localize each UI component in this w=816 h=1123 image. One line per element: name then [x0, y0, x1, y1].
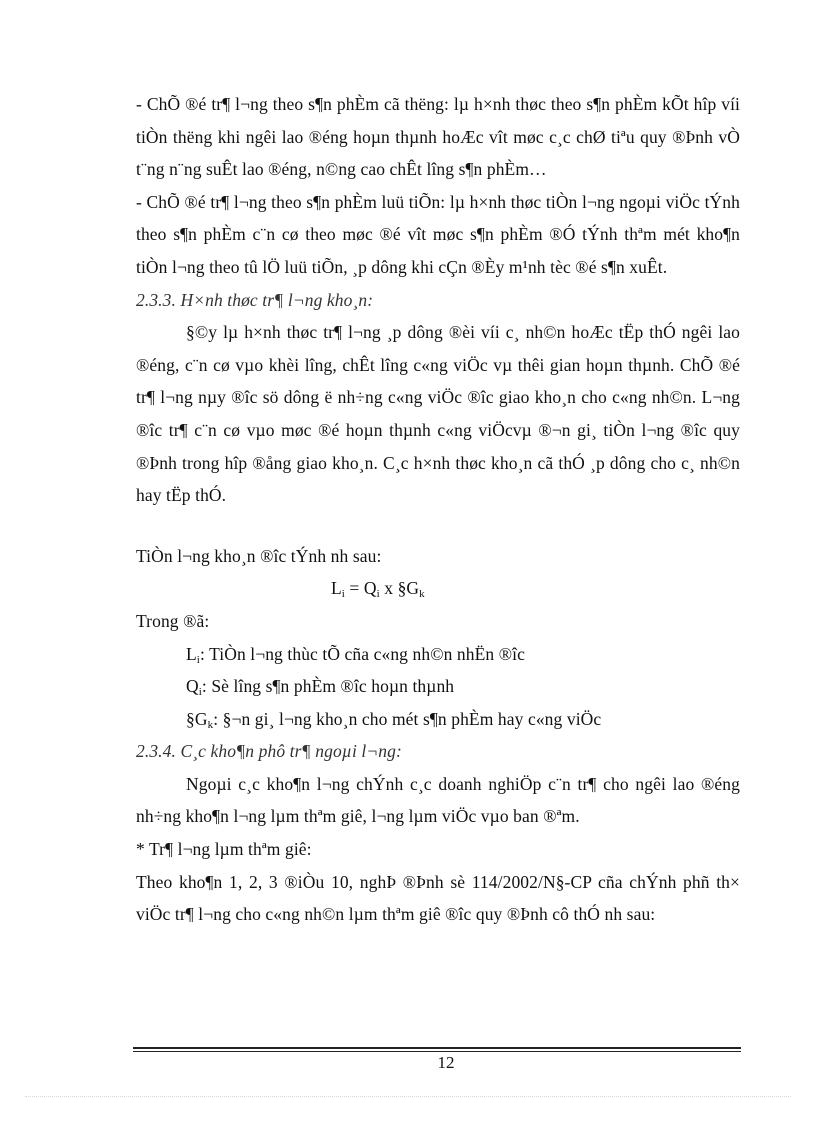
paragraph-overtime-heading: * Tr¶ l¬ng lµm thªm giê: — [136, 839, 312, 860]
wage-formula: $L_i = Q_i$ x $\S G_k$ — [331, 578, 425, 601]
section-heading-2-3-4: 2.3.4. C¸c kho¶n phô tr¶ ngoµi l¬ng: — [136, 741, 402, 762]
document-page — [136, 88, 740, 931]
definition-qi: $Q_i$: Sè lîng s¶n phÈm ®îc hoµn thµnh — [186, 676, 455, 699]
paragraph-product-bonus: - ChÕ ®é tr¶ l¬ng theo s¶n phÈm cã thëng: lµ h×nh thøc theo s¶n phÈm kÕt hîp víi tiÒn thëng khi ngêi lao ®éng hoµn thµnh hoÆc vît møc c¸c chØ tiªu quy ®Þnh vÒ t¨ng n¨ng suÊt lao ®éng, n©ng cao chÊt lîng s¶n phÈm… — [136, 94, 740, 180]
paragraph-contract-wage: §©y lµ h×nh thøc tr¶ l¬ng ¸p dông ®èi víi c¸ nh©n hoÆc tËp thÓ ngêi lao ®éng, c¨n cø vµo khèi lîng, chÊt lîng c«ng viÖc vµ thêi gian hoµn thµnh. ChÕ ®é tr¶ l¬ng nµy ®îc sö dông ë nh÷ng c«ng viÖc ®îc giao kho¸n cho c«ng nh©n. L¬ng ®îc tr¶ c¨n cø vµo møc ®é hoµn thµnh c«ng viÖcvµ ®¬n gi¸ tiÒn l¬ng ®îc quy ®Þnh trong hîp ®ång giao kho¸n. C¸c h×nh thøc kho¸n cã thÓ ¸p dông cho c¸ nh©n hay tËp thÓ. — [136, 322, 740, 506]
definition-dgk: $\S G_k$: §¬n gi¸ l¬ng kho¸n cho mét s¶n phÈm hay c«ng viÖc — [186, 708, 602, 731]
spacer — [136, 512, 740, 540]
page-edge-dots — [25, 1096, 791, 1097]
definition-li: $L_i$: TiÒn l¬ng thùc tÕ cña c«ng nh©n nhËn ®îc — [186, 643, 525, 666]
paragraph-decree: Theo kho¶n 1, 2, 3 ®iÒu 10, nghÞ ®Þnh sè 114/2002/N§-CP cña chÝnh phñ th× viÖc tr¶ l¬ng cho c«ng nh©n lµm thªm giê ®îc quy ®Þnh cô thÓ nh sau: — [136, 871, 740, 925]
footer-rule-thin — [133, 1051, 741, 1052]
paragraph-extra-payments: Ngoµi c¸c kho¶n l¬ng chÝnh c¸c doanh nghiÖp c¨n tr¶ cho ngêi lao ®éng nh÷ng kho¶n l¬ng lµm thªm giê, l¬ng lµm viÖc vµo ban ®ªm. — [136, 773, 740, 827]
paragraph-formula-intro: TiÒn l¬ng kho¸n ®îc tÝnh nh sau: — [136, 545, 382, 566]
page-number: 12 — [437, 1053, 455, 1072]
footer-rule-thick — [133, 1047, 741, 1049]
paragraph-progressive-product: - ChÕ ®é tr¶ l¬ng theo s¶n phÈm luü tiÕn: lµ h×nh thøc tiÒn l¬ng ngoµi viÖc tÝnh theo s¶n phÈm c¨n cø theo møc ®é vît møc s¶n phÈm ®Ó tÝnh thªm mét kho¶n tiÒn l¬ng theo tû lÖ luü tiÕn, ¸p dông khi cÇn ®Èy m¹nh tèc ®é s¶n xuÊt. — [136, 191, 740, 277]
section-heading-2-3-3: 2.3.3. H×nh thøc tr¶ l¬ng kho¸n: — [136, 289, 374, 310]
paragraph-where: Trong ®ã: — [136, 610, 210, 631]
